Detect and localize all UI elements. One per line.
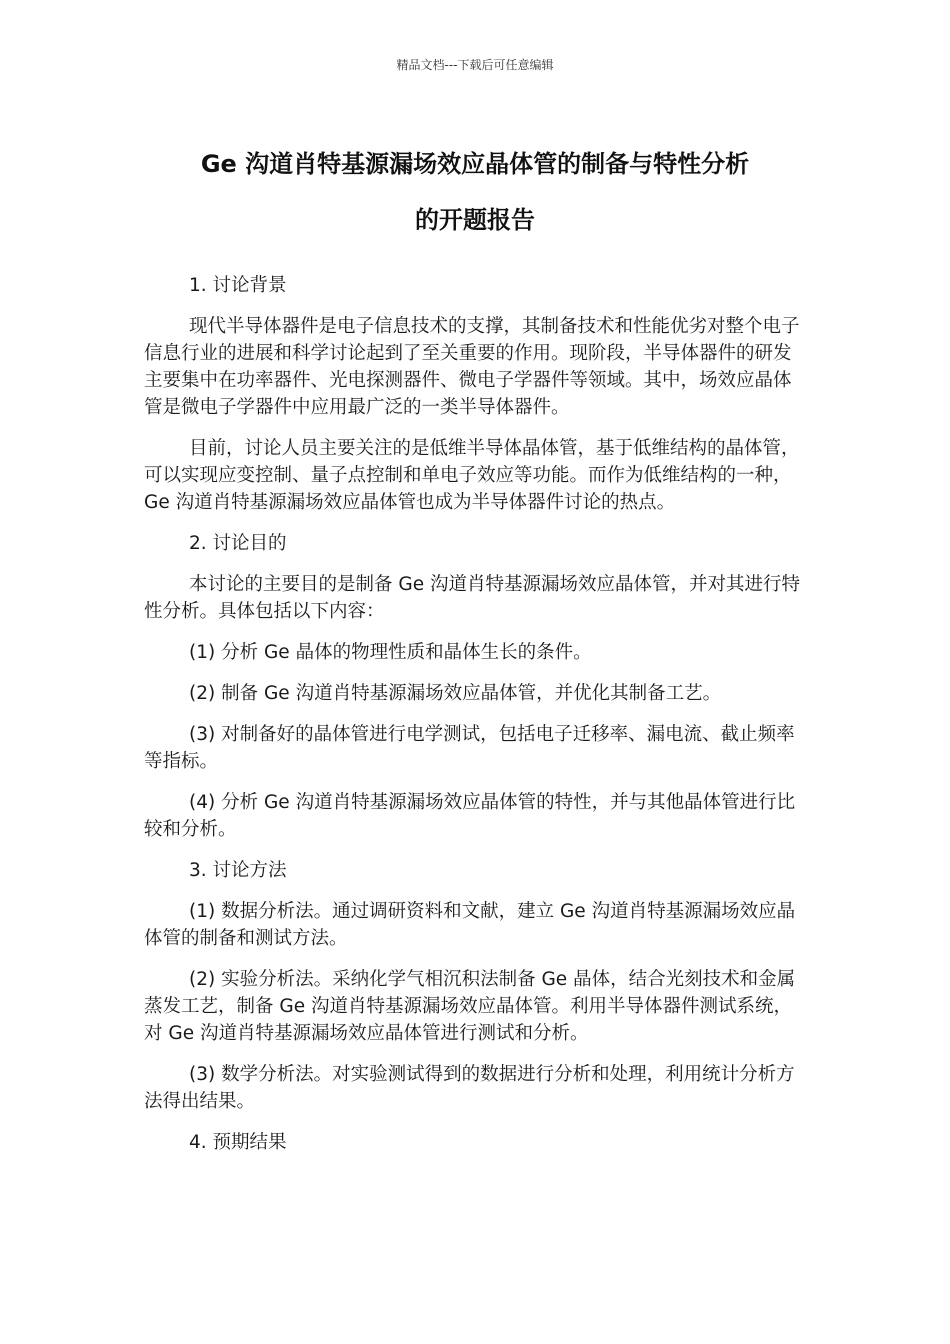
method-item-2: (2) 实验分析法。采纳化学气相沉积法制备 Ge 晶体，结合光刻技术和金属蒸发工艺，制备 Ge 沟道肖特基源漏场效应晶体管。利用半导体器件测试系统，对 Ge 沟道肖特基源漏场效应晶体管进行测试和分析。 [144, 969, 796, 1044]
purpose-item-3: (3) 对制备好的晶体管进行电学测试，包括电子迁移率、漏电流、截止频率等指标。 [144, 724, 795, 772]
paragraph-purpose-intro: 本讨论的主要目的是制备 Ge 沟道肖特基源漏场效应晶体管，并对其进行特性分析。具体包括以下内容： [144, 574, 800, 622]
paragraph-background-2: 目前，讨论人员主要关注的是低维半导体晶体管，基于低维结构的晶体管，可以实现应变控制、量子点控制和单电子效应等功能。而作为低维结构的一种，Ge 沟道肖特基源漏场效应晶体管也成为半导体器件讨论的热点。 [144, 438, 800, 513]
purpose-item-1: (1) 分析 Ge 晶体的物理性质和晶体生长的条件。 [189, 642, 592, 663]
section-heading-purpose: 2. 讨论目的 [189, 533, 287, 554]
purpose-item-4: (4) 分析 Ge 沟道肖特基源漏场效应晶体管的特性，并与其他晶体管进行比较和分析。 [144, 792, 796, 840]
section-heading-expected-results: 4. 预期结果 [189, 1132, 287, 1153]
section-heading-method: 3. 讨论方法 [189, 860, 287, 881]
paragraph-background-1: 现代半导体器件是电子信息技术的支撑，其制备技术和性能优劣对整个电子信息行业的进展和科学讨论起到了至关重要的作用。现阶段，半导体器件的研发主要集中在功率器件、光电探测器件、微电子学器件等领域。其中，场效应晶体管是微电子学器件中应用最广泛的一类半导体器件。 [144, 316, 800, 418]
method-item-3: (3) 数学分析法。对实验测试得到的数据进行分析和处理，利用统计分析方法得出结果。 [144, 1064, 795, 1112]
document-body [144, 272, 808, 1170]
page-header-watermark: 精品文档---下载后可任意编辑 [396, 58, 554, 72]
title-line-1: Ge 沟道肖特基源漏场效应晶体管的制备与特性分析 [200, 150, 750, 178]
purpose-item-2: (2) 制备 Ge 沟道肖特基源漏场效应晶体管，并优化其制备工艺。 [189, 683, 722, 704]
document-title [130, 136, 820, 248]
method-item-1: (1) 数据分析法。通过调研资料和文献，建立 Ge 沟道肖特基源漏场效应晶体管的制备和测试方法。 [144, 901, 796, 949]
title-line-2: 的开题报告 [415, 206, 535, 234]
section-heading-background: 1. 讨论背景 [189, 275, 287, 296]
